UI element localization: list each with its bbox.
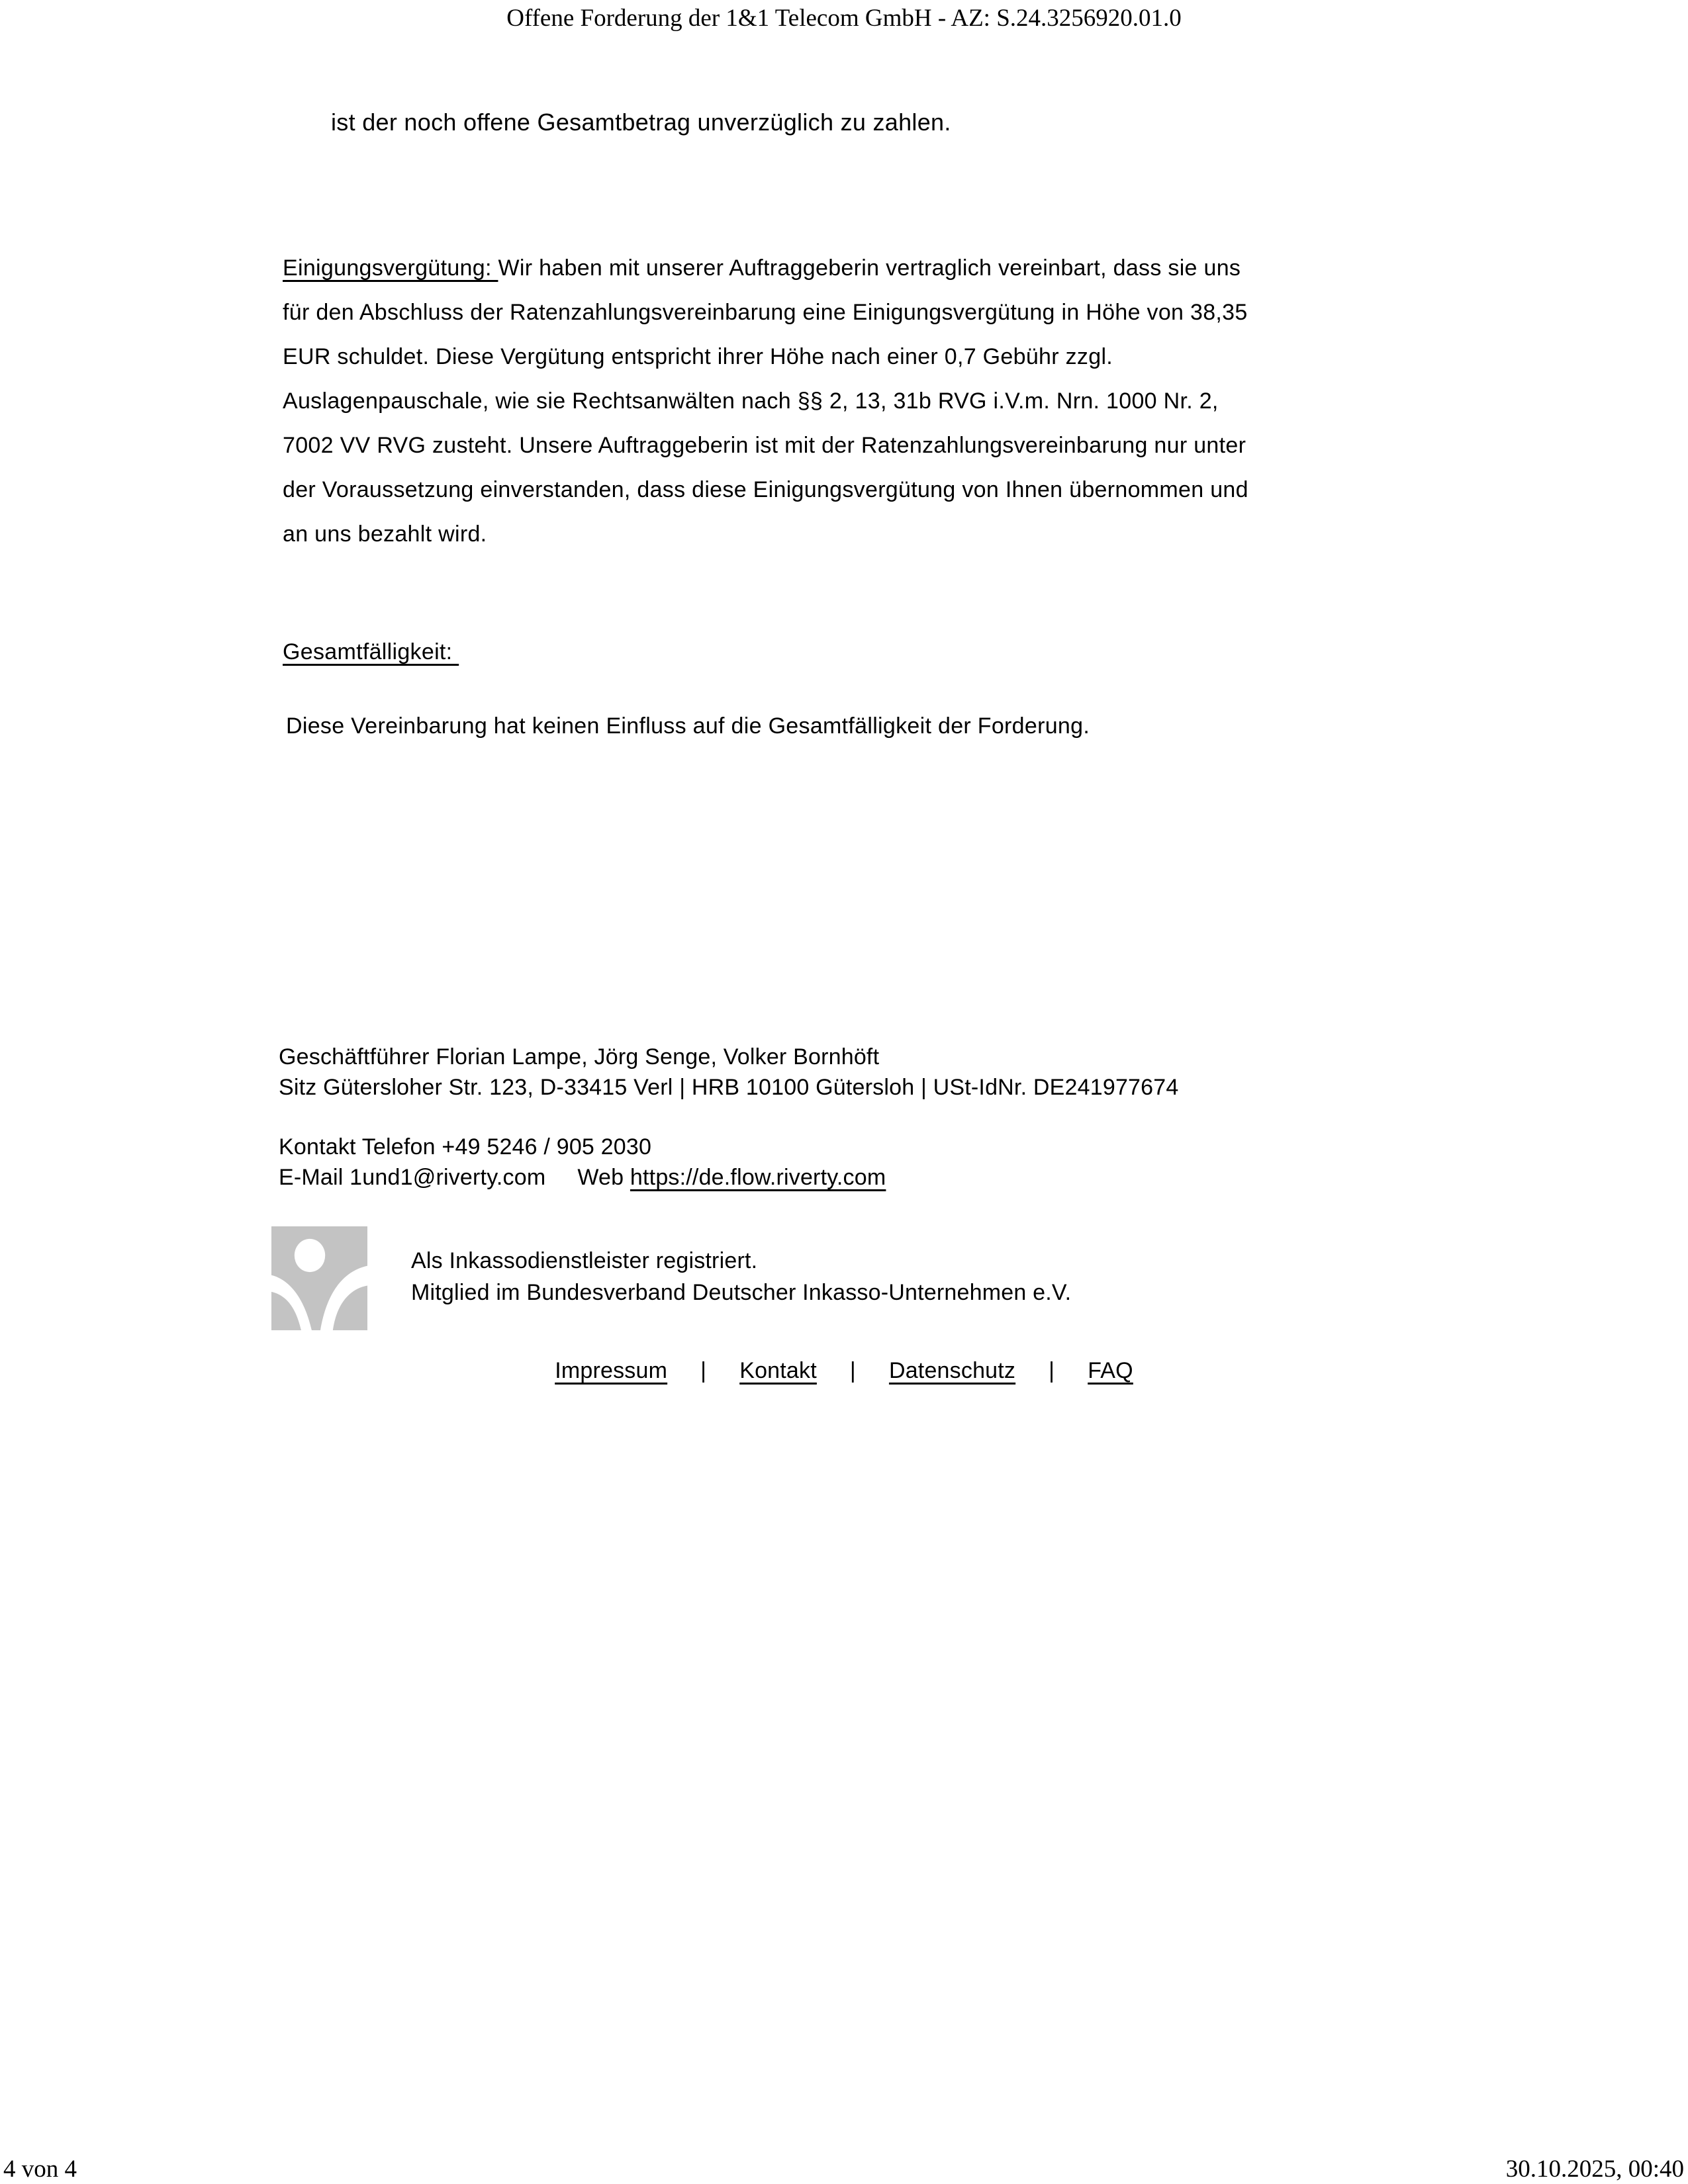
inkasso-line1: Als Inkassodienstleister registriert.	[411, 1248, 758, 1273]
intro-line: ist der noch offene Gesamtbetrag unverzüglich zu zahlen.	[331, 109, 951, 136]
paragraph-line: EUR schuldet. Diese Vergütung entspricht ihrer Höhe nach einer 0,7 Gebühr zzgl.	[283, 344, 1113, 369]
email-web-line	[279, 1162, 886, 1193]
registration-line: Sitz Gütersloher Str. 123, D-33415 Verl | HRB 10100 Gütersloh | USt-IdNr. DE241977674	[279, 1075, 1179, 1100]
settlement-fee-paragraph	[283, 246, 1248, 557]
paragraph-line-text: Wir haben mit unserer Auftraggeberin vertraglich vereinbart, dass sie uns	[498, 255, 1241, 281]
paragraph-line: 7002 VV RVG zusteht. Unsere Auftraggeberin ist mit der Ratenzahlungsvereinbarung nur unter	[283, 433, 1246, 458]
web-label: Web	[577, 1165, 624, 1190]
paragraph-line: für den Abschluss der Ratenzahlungsvereinbarung eine Einigungsvergütung in Höhe von 38,35	[283, 300, 1248, 325]
paragraph-line: der Voraussetzung einverstanden, dass diese Einigungsvergütung von Ihnen übernommen und	[283, 477, 1248, 502]
paragraph-line: Auslagenpauschale, wie sie Rechtsanwälten nach §§ 2, 13, 31b RVG i.V.m. Nrn. 1000 Nr. 2,	[283, 388, 1219, 414]
management-line: Geschäftführer Florian Lampe, Jörg Senge, Volker Bornhöft	[279, 1044, 880, 1069]
bdiu-person-icon	[271, 1226, 367, 1330]
paragraph-line: an uns bezahlt wird.	[283, 522, 487, 547]
link-separator: |	[1049, 1358, 1055, 1383]
total-due-heading: Gesamtfälligkeit:	[283, 639, 459, 664]
footer-link-datenschutz[interactable]: Datenschutz	[888, 1358, 1016, 1383]
contact-info-block	[279, 1132, 886, 1193]
settlement-fee-label: Einigungsvergütung:	[283, 255, 498, 281]
page-number: 4 von 4	[3, 2156, 77, 2183]
link-separator: |	[849, 1358, 856, 1383]
phone-line: Kontakt Telefon +49 5246 / 905 2030	[279, 1134, 652, 1160]
email-text: E-Mail 1und1@riverty.com	[279, 1165, 546, 1190]
inkasso-text	[411, 1226, 1071, 1308]
link-separator: |	[700, 1358, 707, 1383]
footer-link-faq[interactable]: FAQ	[1088, 1358, 1133, 1383]
print-header-title: Offene Forderung der 1&1 Telecom GmbH - AZ: S.24.3256920.01.0	[506, 5, 1182, 32]
total-due-text: Diese Vereinbarung hat keinen Einfluss auf die Gesamtfälligkeit der Forderung.	[286, 713, 1090, 739]
footer-link-kontakt[interactable]: Kontakt	[739, 1358, 817, 1383]
inkasso-registration-badge	[271, 1226, 1071, 1330]
footer-links	[0, 1358, 1688, 1384]
footer-link-impressum[interactable]: Impressum	[555, 1358, 668, 1383]
web-link[interactable]: https://de.flow.riverty.com	[630, 1165, 886, 1190]
inkasso-line2: Mitglied im Bundesverband Deutscher Inkasso-Unternehmen e.V.	[411, 1280, 1072, 1305]
print-timestamp: 30.10.2025, 00:40	[1505, 2156, 1684, 2183]
paragraph-line	[283, 246, 1248, 291]
company-info-block	[279, 1042, 1179, 1103]
